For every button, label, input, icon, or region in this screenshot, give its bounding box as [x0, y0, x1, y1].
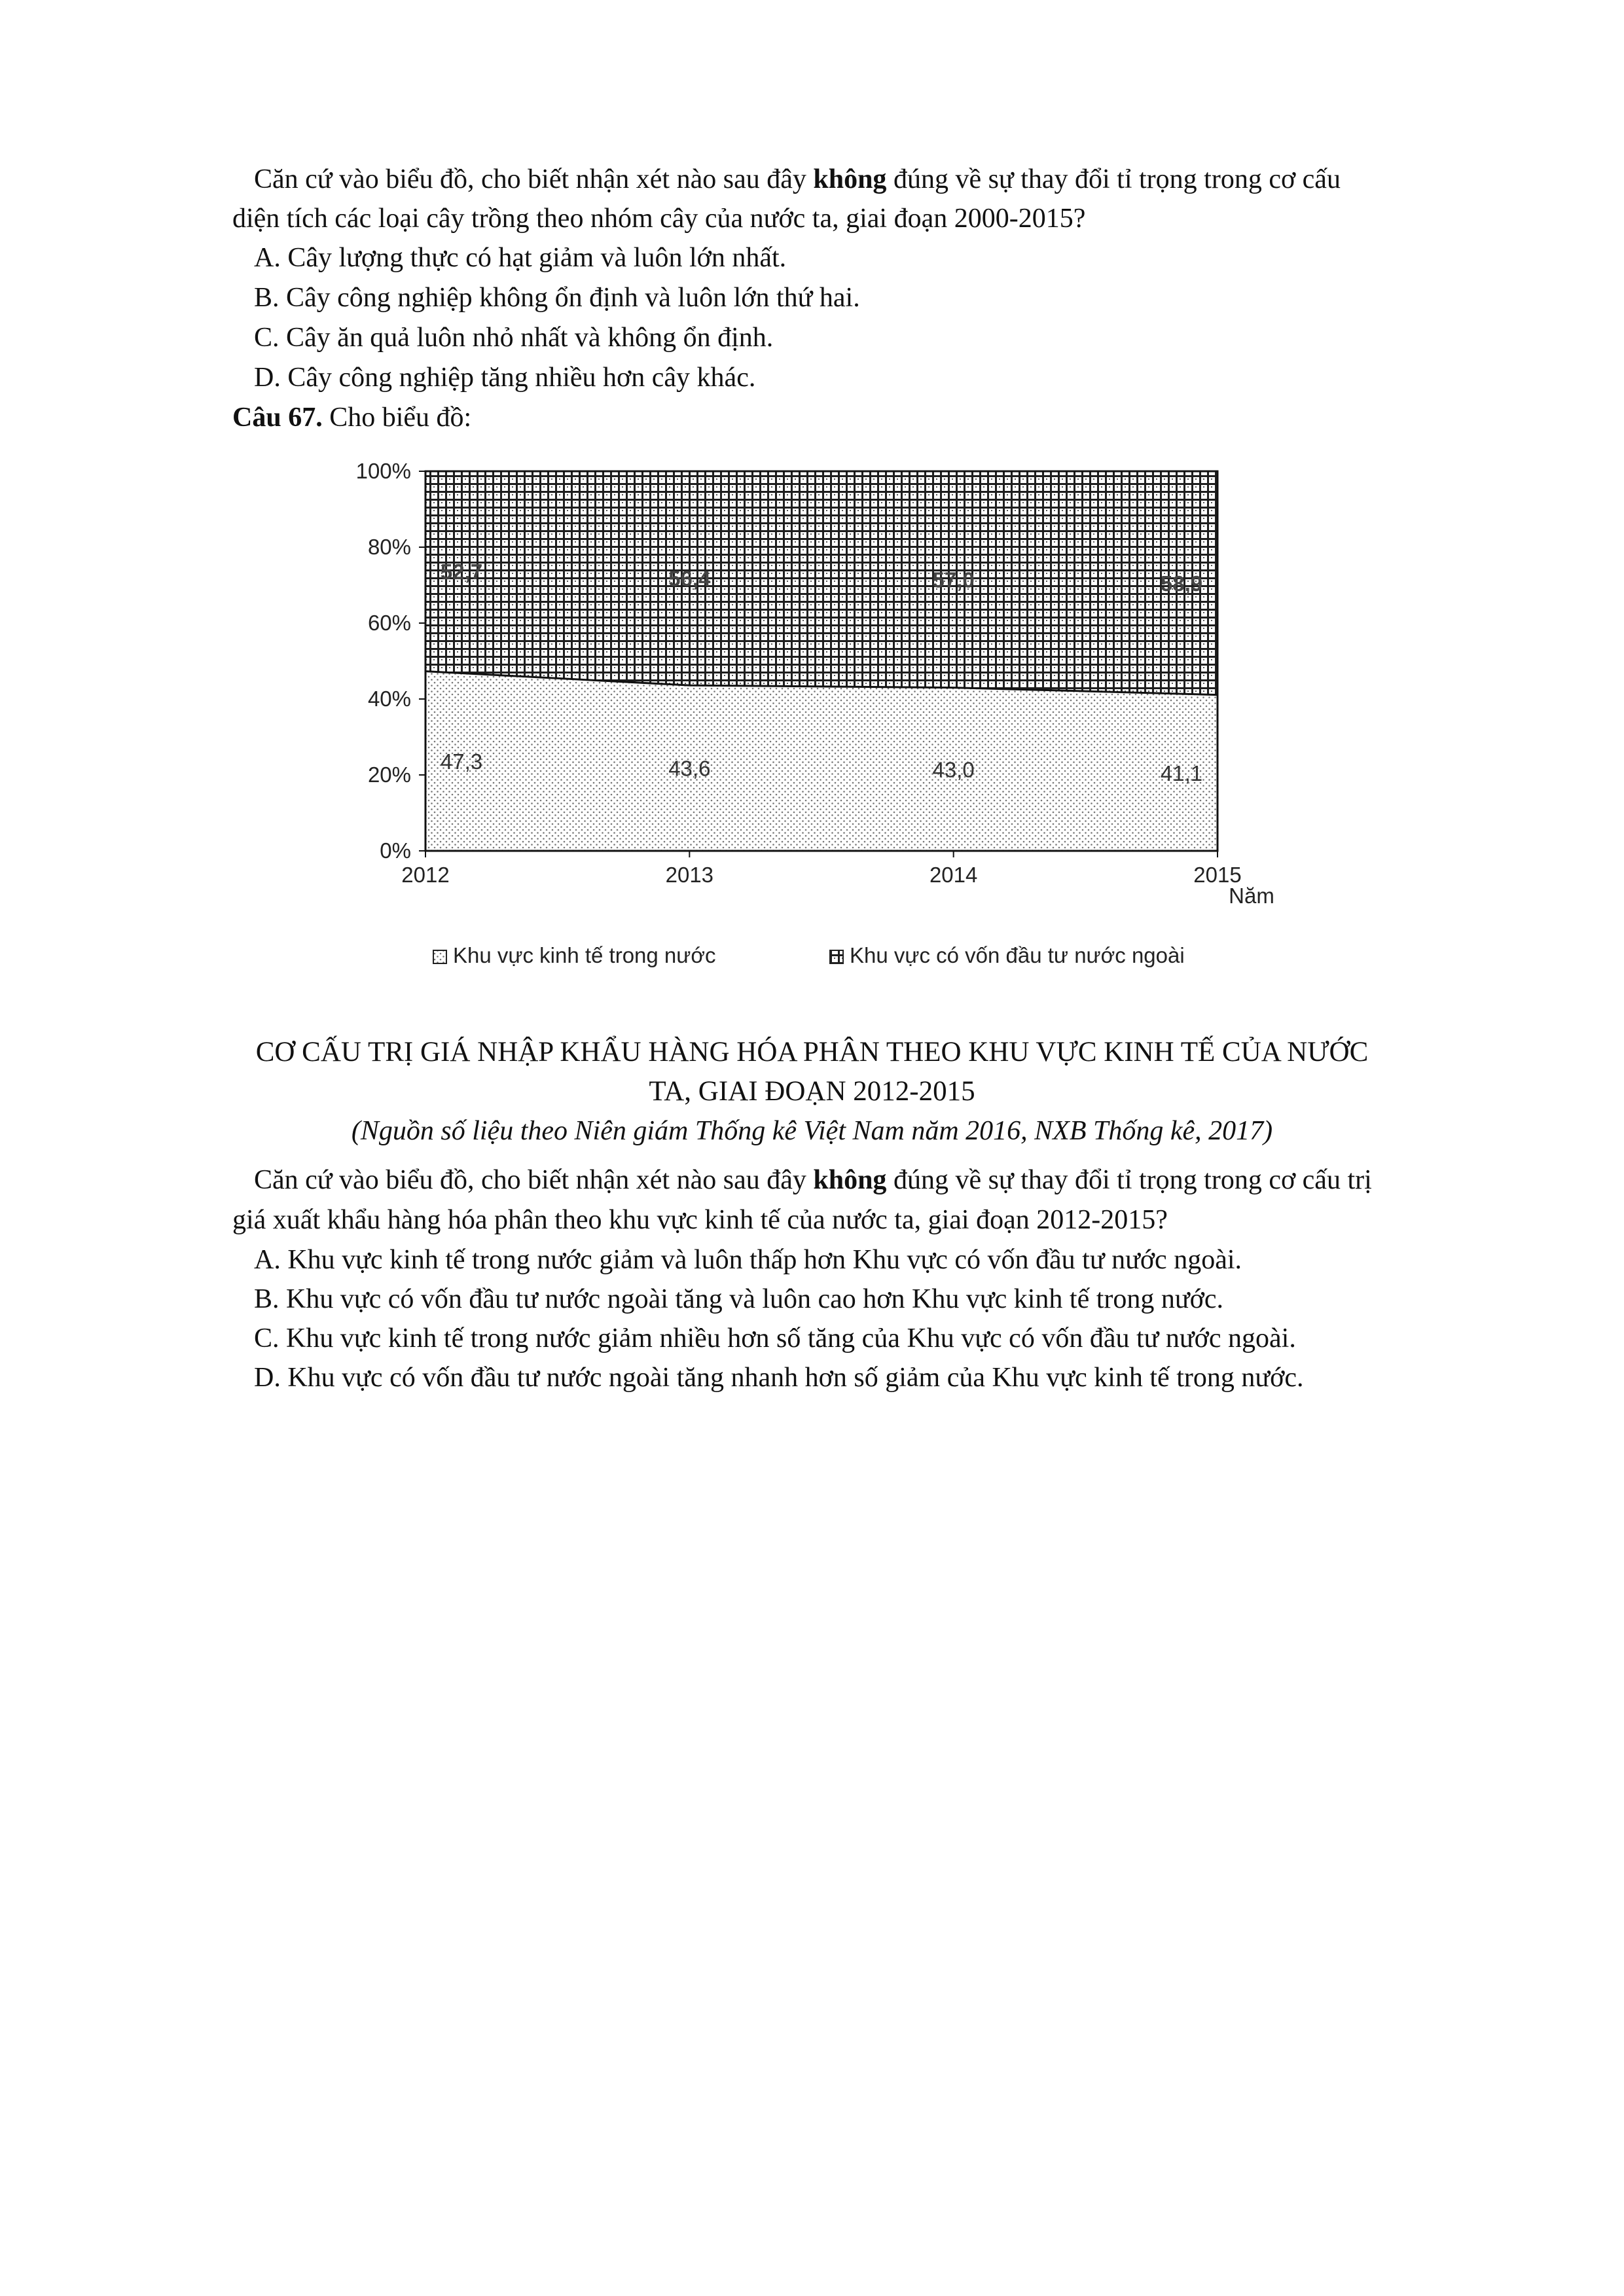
question-stem-line1: Căn cứ vào biểu đồ, cho biết nhận xét nào sau đây không đúng về sự thay đổi tỉ trọng trong cơ cấu trị: [254, 1165, 1372, 1195]
legend-swatch-domestic: [433, 950, 446, 963]
prev-option-b: B. Cây công nghiệp không ổn định và luôn lớn thứ hai.: [254, 283, 860, 313]
area-domestic: [425, 672, 1218, 851]
prev-question-stem-line1: Căn cứ vào biểu đồ, cho biết nhận xét nào sau đây không đúng về sự thay đổi tỉ trọng trong cơ cấu: [254, 164, 1341, 194]
y-tick-label: 80%: [367, 535, 411, 559]
data-label-foreign: 52,7: [440, 559, 483, 584]
chart-title-line1: CƠ CẤU TRỊ GIÁ NHẬP KHẨU HÀNG HÓA PHÂN THEO KHU VỰC KINH TẾ CỦA NƯỚC: [255, 1037, 1369, 1067]
data-label-domestic: 43,0: [932, 757, 975, 782]
x-tick-label: 2013: [665, 863, 714, 887]
x-axis-label: Năm: [1229, 884, 1274, 908]
legend-foreign: Khu vực có vốn đầu tư nước ngoài: [850, 943, 1185, 967]
prev-option-a: A. Cây lượng thực có hạt giảm và luôn lớn nhất.: [254, 243, 787, 273]
legend-domestic: Khu vực kinh tế trong nước: [453, 943, 716, 967]
x-tick-label: 2015: [1193, 863, 1242, 887]
y-tick-label: 0%: [380, 838, 411, 863]
option-d: D. Khu vực có vốn đầu tư nước ngoài tăng nhanh hơn số giảm của Khu vực kinh tế trong nước.: [254, 1363, 1304, 1393]
data-label-foreign: 57,0: [932, 567, 975, 592]
data-label-domestic: 43,6: [668, 756, 711, 781]
question-stem-line2: giá xuất khẩu hàng hóa phân theo khu vực kinh tế của nước ta, giai đoạn 2012-2015?: [232, 1205, 1168, 1235]
prev-option-d: D. Cây công nghiệp tăng nhiều hơn cây khác.: [254, 363, 756, 393]
option-a: A. Khu vực kinh tế trong nước giảm và luôn thấp hơn Khu vực có vốn đầu tư nước ngoài.: [254, 1245, 1242, 1275]
chart-title-line2: TA, GIAI ĐOẠN 2012-2015: [649, 1076, 975, 1107]
stacked-area-chart: [327, 452, 1296, 982]
data-label-foreign: 58,9: [1160, 571, 1203, 596]
chart-source: (Nguồn số liệu theo Niên giám Thống kê Việt Nam năm 2016, NXB Thống kê, 2017): [351, 1116, 1273, 1146]
prev-option-c: C. Cây ăn quả luôn nhỏ nhất và không ổn định.: [254, 323, 774, 353]
area-foreign-investment: [425, 471, 1218, 695]
y-tick-label: 60%: [367, 611, 411, 635]
option-b: B. Khu vực có vốn đầu tư nước ngoài tăng và luôn cao hơn Khu vực kinh tế trong nước.: [254, 1284, 1223, 1314]
y-tick-label: 20%: [367, 762, 411, 787]
legend-swatch-foreign: [830, 950, 843, 963]
x-tick-label: 2014: [929, 863, 978, 887]
x-tick-label: 2012: [401, 863, 450, 887]
prev-question-stem-line2: diện tích các loại cây trồng theo nhóm cây của nước ta, giai đoạn 2000-2015?: [232, 204, 1086, 234]
data-label-domestic: 41,1: [1160, 761, 1203, 785]
data-label-foreign: 56,4: [668, 566, 711, 591]
option-c: C. Khu vực kinh tế trong nước giảm nhiều hơn số tăng của Khu vực có vốn đầu tư nước ngoài.: [254, 1323, 1296, 1354]
y-tick-label: 100%: [355, 459, 411, 483]
y-tick-label: 40%: [367, 687, 411, 711]
data-label-domestic: 47,3: [440, 749, 483, 774]
question-header: Câu 67. Cho biểu đồ:: [232, 403, 472, 433]
